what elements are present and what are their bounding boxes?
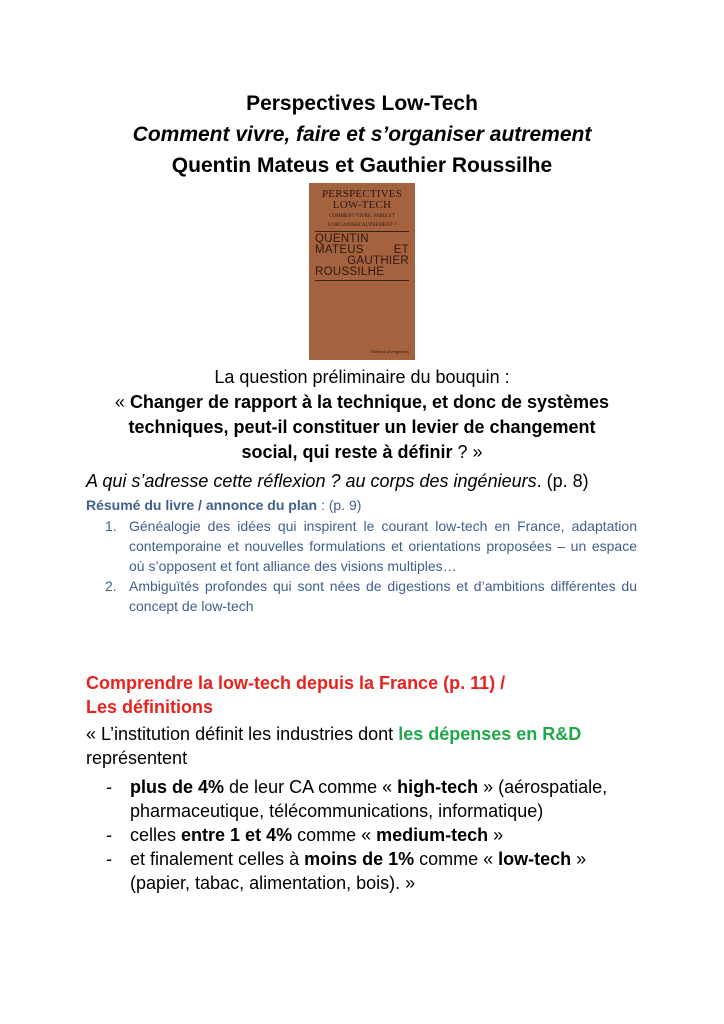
quote-open: « <box>114 392 130 412</box>
definition-item-3-text-1: et finalement celles à <box>130 849 305 869</box>
cover-author-line-1: QUENTIN <box>315 233 369 245</box>
definition-item-low-tech <box>106 847 638 895</box>
page-authors: Quentin Mateus et Gauthier Roussilhe <box>171 154 553 177</box>
section-heading-line-2: Les définitions <box>86 697 214 717</box>
summary-item-2-number: 2. <box>105 578 117 594</box>
cover-publisher: Éditions Divergences <box>371 349 409 354</box>
question-line-2: techniques, peut-il constituer un levier de changement <box>128 417 596 437</box>
definition-item-3-text-3: » (papier, tabac, alimentation, bois). » <box>130 849 587 893</box>
definition-item-1-text-1: de leur CA comme « <box>224 777 398 797</box>
question-line-3 <box>0 440 724 465</box>
definition-intro-highlight: les dépenses en R&D <box>398 724 582 744</box>
definition-item-high-tech <box>106 775 638 823</box>
definition-item-2-text-1: celles <box>130 825 182 845</box>
summary-item-1 <box>105 516 637 576</box>
cover-author-line-3: GAUTHIER <box>347 255 409 267</box>
quote-close: ? » <box>452 442 483 462</box>
question-text-3: social, qui reste à définir <box>241 442 453 462</box>
definition-intro-a: « L’institution définit les industries dont <box>86 724 399 744</box>
definition-item-1-text-2: » (aérospatiale, pharmaceutique, télécommunications, informatique) <box>130 777 608 821</box>
cover-title-line-2: LOW-TECH <box>332 199 392 211</box>
book-cover-image <box>309 183 415 360</box>
summary-heading: Résumé du livre / annonce du plan <box>86 497 318 513</box>
definition-intro-b: représentent <box>86 748 188 768</box>
summary-ref: : (p. 9) <box>317 497 362 513</box>
definition-item-2-text-3: » <box>488 825 504 845</box>
definition-list <box>106 775 638 895</box>
cover-author-mateus: MATEUS <box>315 244 364 256</box>
definition-item-3-bold-2: moins de 1% <box>304 849 415 869</box>
summary-item-1-number: 1. <box>105 518 117 534</box>
question-aside-italic: A qui s’adresse cette réflexion ? au corps des ingénieurs <box>86 471 537 491</box>
definition-intro <box>86 722 646 770</box>
definition-item-1-bold-2: high-tech <box>397 777 479 797</box>
definition-item-2-text-2: comme « <box>292 825 377 845</box>
question-aside <box>86 469 646 493</box>
cover-subtitle-line-1: COMMENT VIVRE, FAIRE ET <box>329 214 395 219</box>
summary-item-1-text: Généalogie des idées qui inspirent le courant low-tech en France, adaptation contemporaine et nouvelles formulations et orientations proposées – un espace où s’opposent et font alliance des visions multiples… <box>129 518 637 574</box>
definition-item-1-bold-1: plus de 4% <box>130 777 225 797</box>
cover-author-line-4: ROUSSILHE <box>315 266 385 278</box>
page-title: Perspectives Low-Tech <box>246 92 478 115</box>
definition-item-3-bold-3: low-tech <box>498 849 572 869</box>
definition-item-2-bold-2: entre 1 et 4% <box>181 825 293 845</box>
summary-heading-line <box>86 495 646 515</box>
page-subtitle: Comment vivre, faire et s’organiser autrement <box>132 123 592 146</box>
summary-item-2-text: Ambiguïtés profondes qui sont nées de digestions et d’ambitions différentes du concept de low-tech <box>129 578 637 614</box>
question-intro: La question préliminaire du bouquin : <box>214 367 510 387</box>
summary-item-2 <box>105 576 637 616</box>
cover-rule <box>315 231 409 232</box>
cover-subtitle-line-2: S’ORGANISER AUTREMENT ? <box>327 223 397 228</box>
definition-item-medium-tech <box>106 823 638 847</box>
question-text-1: Changer de rapport à la technique, et donc de systèmes <box>129 392 610 412</box>
definition-item-3-text-2: comme « <box>414 849 499 869</box>
section-heading-line-1: Comprendre la low-tech depuis la France (p. 11) / <box>86 673 506 693</box>
summary-list <box>105 516 637 616</box>
question-line-1 <box>0 390 724 415</box>
bullet-dash: - <box>106 825 112 845</box>
question-aside-ref: . (p. 8) <box>536 471 589 491</box>
bullet-dash: - <box>106 849 112 869</box>
definition-item-2-bold-3: medium-tech <box>376 825 489 845</box>
bullet-dash: - <box>106 777 112 797</box>
cover-author-et: ET <box>393 244 409 256</box>
cover-rule-2 <box>315 280 409 281</box>
cover-title-line-1: PERSPECTIVES <box>321 188 403 200</box>
